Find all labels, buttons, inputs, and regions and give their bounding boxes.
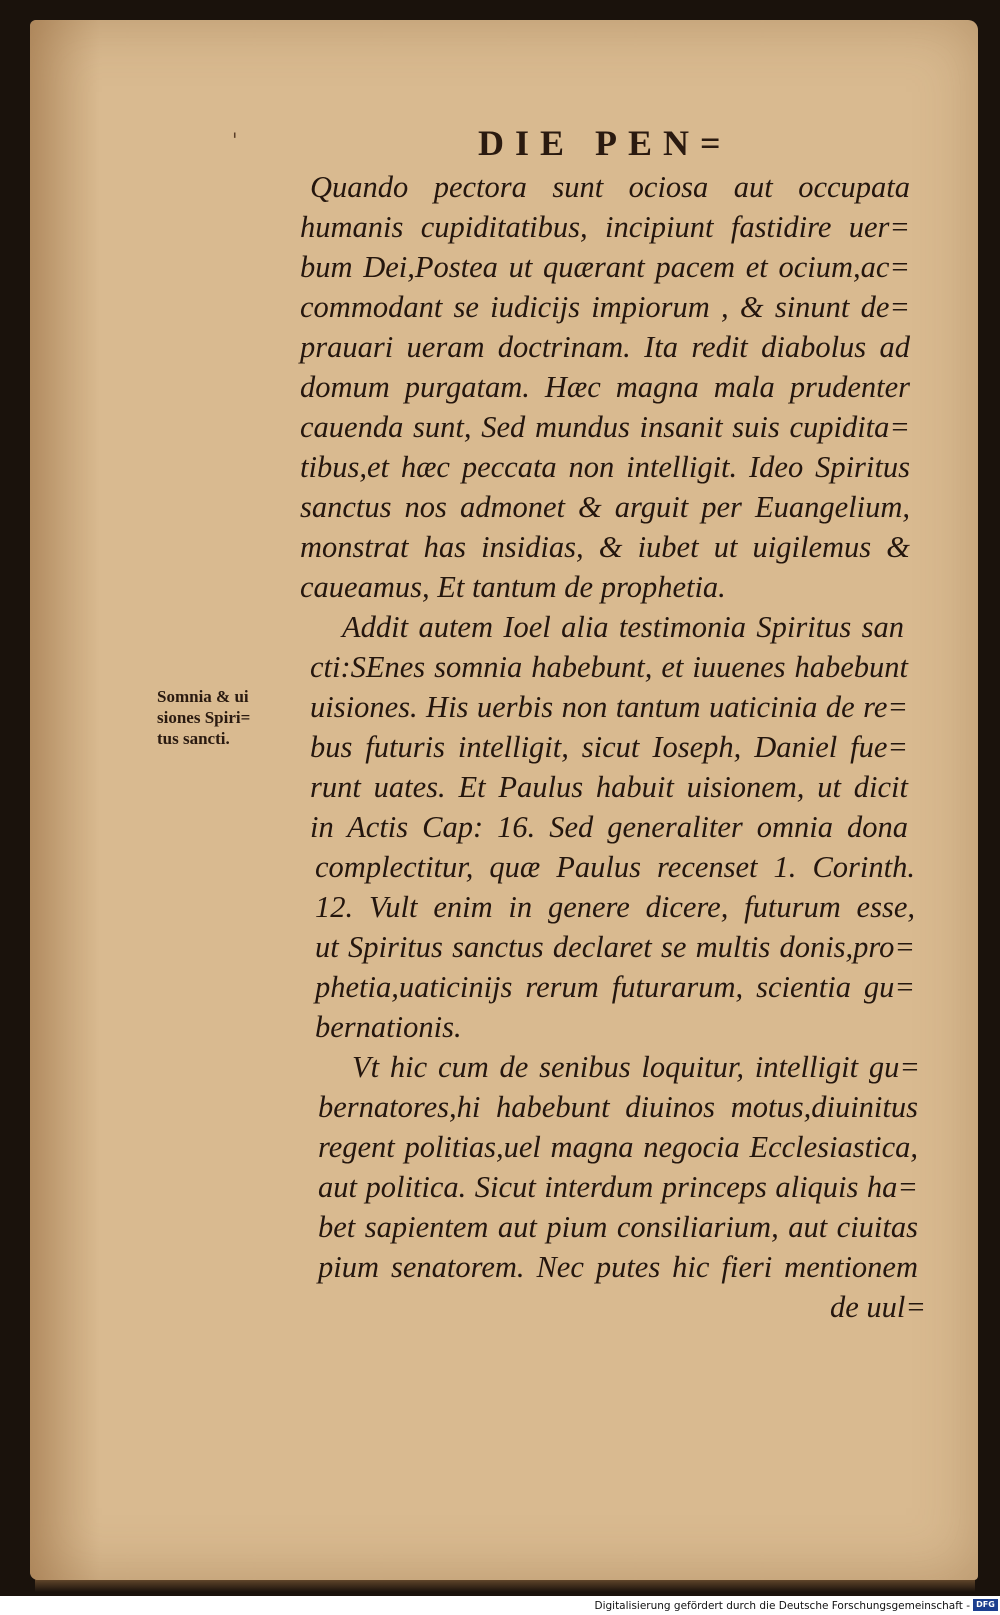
- body-line: de uul=: [830, 1290, 926, 1324]
- footer-credit: Digitalisierung gefördert durch die Deutsche Forschungsgemeinschaft -: [594, 1600, 970, 1612]
- body-line: cauenda sunt, Sed mundus insanit suis cupidita=: [300, 410, 910, 444]
- body-line: in Actis Cap: 16. Sed generaliter omnia dona: [310, 810, 908, 844]
- head-mark: ': [232, 128, 238, 152]
- body-line: phetia,uaticinijs rerum futurarum, scientia gu=: [315, 970, 915, 1004]
- body-line: bernationis.: [315, 1010, 462, 1044]
- body-line: domum purgatam. Hæc magna mala prudenter: [300, 370, 910, 404]
- body-line: Addit autem Ioel alia testimonia Spiritus san: [342, 610, 904, 644]
- body-line: runt uates. Et Paulus habuit uisionem, ut dicit: [310, 770, 908, 804]
- page-edge-bottom: [35, 1578, 975, 1592]
- body-line: bet sapientem aut pium consiliarium, aut ciuitas: [318, 1210, 918, 1244]
- body-line: 12. Vult enim in genere dicere, futurum esse,: [315, 890, 915, 924]
- footer-bar: [0, 1596, 1000, 1615]
- body-line: aut politica. Sicut interdum princeps aliquis ha=: [318, 1170, 918, 1204]
- side-note-line: Somnia & ui: [157, 687, 249, 706]
- body-line: bernatores,hi habebunt diuinos motus,diuinitus: [318, 1090, 918, 1124]
- body-line: pium senatorem. Nec putes hic fieri mentionem: [318, 1250, 918, 1284]
- gutter-shadow: [30, 20, 100, 1580]
- body-line: Quando pectora sunt ociosa aut occupata: [310, 170, 910, 204]
- body-line: sanctus nos admonet & arguit per Euangelium,: [300, 490, 910, 524]
- body-line: prauari ueram doctrinam. Ita redit diabolus ad: [300, 330, 910, 364]
- body-line: humanis cupiditatibus, incipiunt fastidire uer=: [300, 210, 910, 244]
- dfg-logo: DFG: [973, 1599, 998, 1611]
- side-note-line: tus sancti.: [157, 729, 230, 748]
- body-line: commodant se iudicijs impiorum , & sinunt de=: [300, 290, 910, 324]
- body-line: cti:SEnes somnia habebunt, et iuuenes habebunt: [310, 650, 908, 684]
- body-line: regent politias,uel magna negocia Ecclesiastica,: [318, 1130, 918, 1164]
- body-line: ut Spiritus sanctus declaret se multis donis,pro=: [315, 930, 915, 964]
- body-line: caueamus, Et tantum de prophetia.: [300, 570, 726, 604]
- side-note-line: siones Spiri=: [157, 708, 251, 727]
- running-head: DIE PEN=: [478, 123, 732, 163]
- body-line: bum Dei,Postea ut quærant pacem et ocium,ac=: [300, 250, 910, 284]
- body-line: tibus,et hæc peccata non intelligit. Ideo Spiritus: [300, 450, 910, 484]
- body-line: Vt hic cum de senibus loquitur, intelligit gu=: [352, 1050, 920, 1084]
- body-line: monstrat has insidias, & iubet ut uigilemus &: [300, 530, 910, 564]
- body-line: bus futuris intelligit, sicut Ioseph, Daniel fue=: [310, 730, 908, 764]
- side-note: [157, 686, 250, 749]
- body-line: uisiones. His uerbis non tantum uaticinia de re=: [310, 690, 908, 724]
- body-line: complectitur, quæ Paulus recenset 1. Corinth.: [315, 850, 915, 884]
